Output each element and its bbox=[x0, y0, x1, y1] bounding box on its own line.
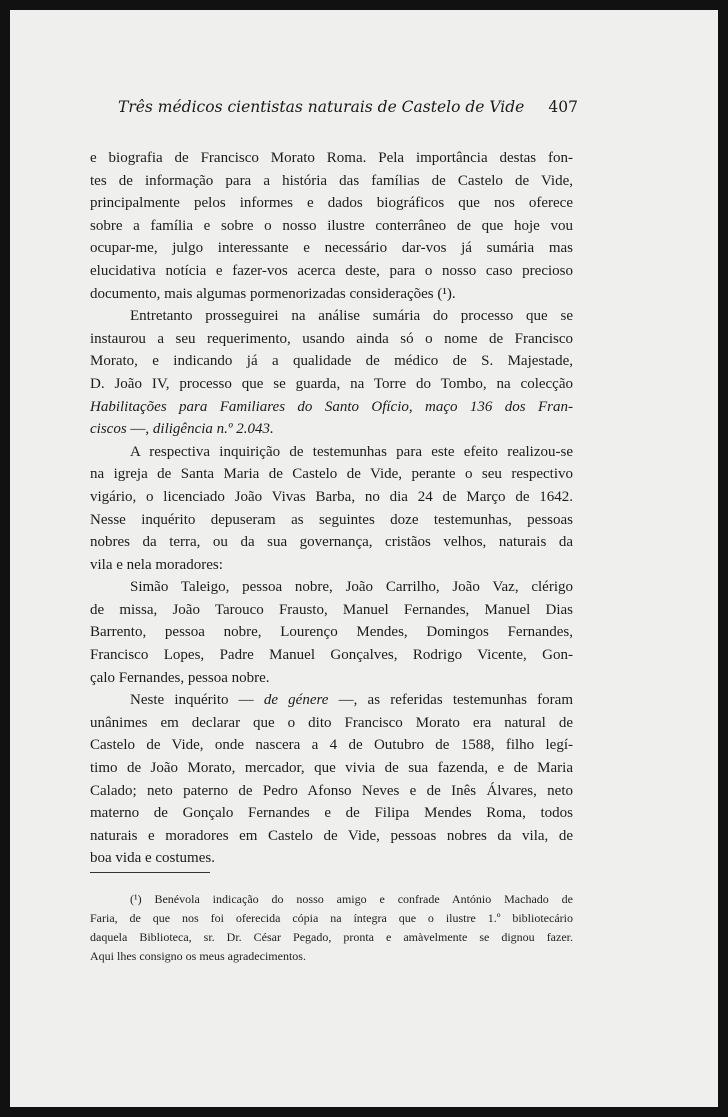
text-line: documento, mais algumas pormenorizadas considerações (¹). bbox=[90, 285, 456, 302]
text-line: vila e nela moradores: bbox=[90, 556, 223, 573]
italic-text: diligência n.º 2.043. bbox=[152, 421, 274, 438]
footnote-line: Aqui lhes consigno os meus agradecimentos. bbox=[90, 949, 306, 963]
footnote-line: (¹) Benévola indicação do nosso amigo e confrade António Machado de bbox=[130, 892, 573, 906]
text-line: Simão Taleigo, pessoa nobre, João Carrilho, João Vaz, clérigo bbox=[130, 579, 573, 596]
italic-text: de génere bbox=[263, 692, 329, 709]
text-line: instaurou a seu requerimento, usando ainda só o nome de Francisco bbox=[90, 330, 573, 347]
text-line: principalmente pelos informes e dados biográficos que nos oferece bbox=[90, 195, 573, 212]
text-line: sobre a família e sobre o nosso ilustre conterrâneo de que hoje vou bbox=[90, 217, 573, 234]
text-line: nobres da terra, ou da sua governança, cristãos velhos, naturais da bbox=[90, 534, 573, 551]
running-title: Três médicos cientistas naturais de Castelo de Vide bbox=[118, 98, 525, 116]
dash-text: —, bbox=[126, 421, 153, 438]
text-line: Morato, e indicando já a qualidade de médico de S. Majestade, bbox=[90, 353, 573, 370]
text-line: Francisco Lopes, Padre Manuel Gonçalves, Rodrigo Vicente, Gon- bbox=[90, 647, 573, 664]
text-line: timo de João Morato, mercador, que vivia de sua fazenda, e de Maria bbox=[90, 760, 573, 777]
page-number: 407 bbox=[548, 98, 578, 116]
text-line: ocupar-me, julgo interessante e necessário dar-vos já sumária mas bbox=[90, 240, 573, 257]
text-line: vigário, o licenciado João Vivas Barba, no dia 24 de Março de 1642. bbox=[90, 488, 573, 505]
footnote-line: daquela Biblioteca, sr. Dr. César Pegado, pronta e amàvelmente se dignou fazer. bbox=[90, 930, 573, 944]
text-line: Calado; neto paterno de Pedro Afonso Neves e de Inês Álvares, neto bbox=[90, 782, 573, 799]
text-line: Entretanto prosseguirei na análise sumária do processo que se bbox=[130, 308, 573, 325]
italic-text: ciscos bbox=[90, 421, 127, 438]
footnote-divider bbox=[90, 872, 210, 873]
text-line: Barrento, pessoa nobre, Lourenço Mendes, Domingos Fernandes, bbox=[90, 624, 573, 641]
running-header bbox=[118, 98, 578, 116]
text-line: unânimes em declarar que o dito Francisco Morato era natural de bbox=[90, 714, 573, 731]
text-line bbox=[90, 689, 573, 712]
footnote-line: Faria, de que nos foi oferecida cópia na íntegra que o ilustre 1.º bibliotecário bbox=[90, 911, 573, 925]
text-line-italic: Habilitações para Familiares do Santo Ofício, maço 136 dos Fran- bbox=[90, 398, 573, 415]
footnote bbox=[90, 890, 573, 966]
text-line: çalo Fernandes, pessoa nobre. bbox=[90, 669, 270, 686]
text-line: tes de informação para a história das famílias de Castelo de Vide, bbox=[90, 172, 573, 189]
text-line: materno de Gonçalo Fernandes e de Filipa Mendes Roma, todos bbox=[90, 805, 573, 822]
text-line: Nesse inquérito depuseram as seguintes doze testemunhas, pessoas bbox=[90, 511, 573, 528]
body-text bbox=[90, 147, 573, 870]
text-line: Castelo de Vide, onde nascera a 4 de Outubro de 1588, filho legí- bbox=[90, 737, 573, 754]
text-line: elucidativa notícia e fazer-vos acerca deste, para o nosso caso precioso bbox=[90, 262, 573, 279]
book-page bbox=[10, 10, 718, 1107]
plain-text: Neste inquérito — bbox=[130, 692, 264, 709]
text-line: D. João IV, processo que se guarda, na Torre do Tombo, na colecção bbox=[90, 375, 573, 392]
text-line: e biografia de Francisco Morato Roma. Pela importância destas fon- bbox=[90, 150, 573, 166]
plain-text: —, as referidas testemunhas foram bbox=[328, 692, 573, 709]
text-line: naturais e moradores em Castelo de Vide, pessoas nobres da vila, de bbox=[90, 827, 573, 844]
text-line: A respectiva inquirição de testemunhas para este efeito realizou-se bbox=[130, 443, 573, 460]
text-line bbox=[90, 418, 573, 441]
text-line: na igreja de Santa Maria de Castelo de Vide, perante o seu respectivo bbox=[90, 466, 573, 483]
text-line: boa vida e costumes. bbox=[90, 850, 215, 867]
text-line: de missa, João Tarouco Frausto, Manuel Fernandes, Manuel Dias bbox=[90, 601, 573, 618]
